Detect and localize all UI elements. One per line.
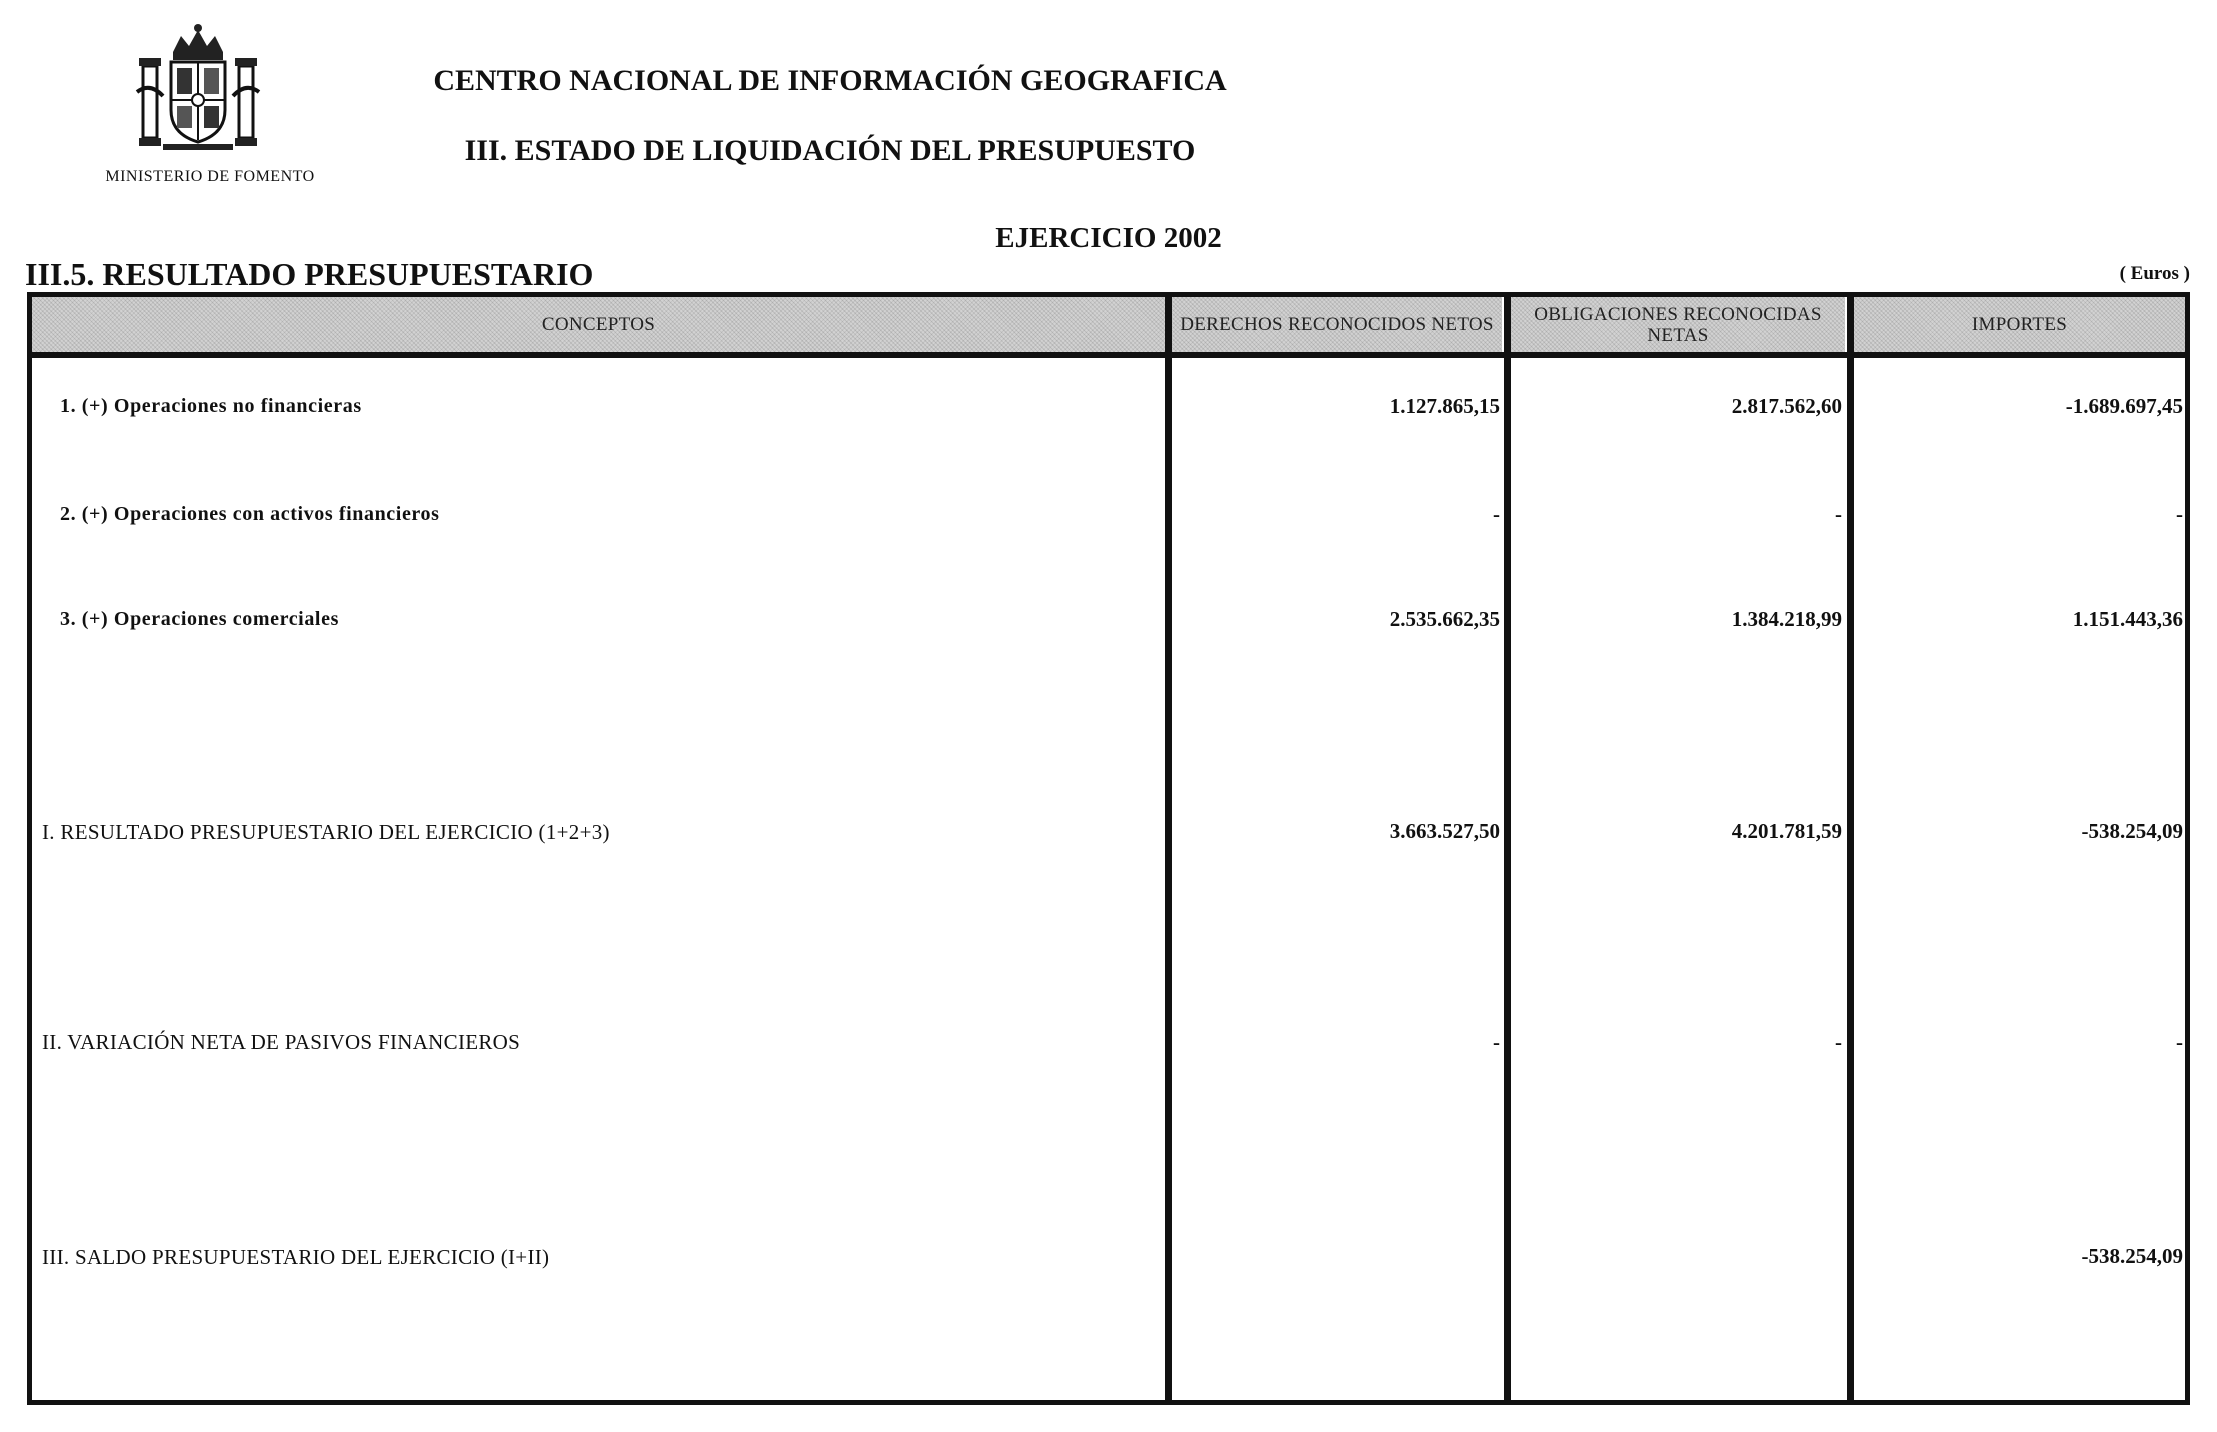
table-cell-obligaciones: 4.201.781,59 bbox=[1731, 819, 1842, 843]
table-cell-derechos: 1.127.865,15 bbox=[1389, 394, 1500, 418]
column-divider bbox=[1504, 292, 1511, 1405]
table-cell-derechos: - bbox=[1493, 1030, 1500, 1054]
column-header-obligaciones: OBLIGACIONES RECONOCIDAS NETAS bbox=[1511, 297, 1845, 352]
table-row-concept: 2. (+) Operaciones con activos financieros bbox=[60, 503, 440, 525]
table-cell-importes: 1.151.443,36 bbox=[2072, 607, 2183, 631]
table-row-concept: III. SALDO PRESUPUESTARIO DEL EJERCICIO (I+II) bbox=[42, 1245, 550, 1269]
institution-title: CENTRO NACIONAL DE INFORMACIÓN GEOGRAFICA bbox=[433, 64, 1227, 97]
table-cell-obligaciones: - bbox=[1835, 502, 1842, 526]
table-cell-importes: -538.254,09 bbox=[2081, 1244, 2183, 1268]
column-header-conceptos: CONCEPTOS bbox=[32, 297, 1165, 352]
currency-label: ( Euros ) bbox=[2119, 263, 2190, 284]
table-row-concept: 3. (+) Operaciones comerciales bbox=[60, 608, 339, 630]
table-cell-importes: -1.689.697,45 bbox=[2065, 394, 2183, 418]
exercise-year: EJERCICIO 2002 bbox=[995, 222, 1222, 254]
budget-table bbox=[27, 292, 2190, 1405]
report-subtitle: III. ESTADO DE LIQUIDACIÓN DEL PRESUPUESTO bbox=[464, 134, 1196, 167]
table-cell-derechos: 3.663.527,50 bbox=[1389, 819, 1500, 843]
header-divider bbox=[27, 352, 2190, 358]
ministry-label: MINISTERIO DE FOMENTO bbox=[105, 168, 315, 185]
table-cell-importes: - bbox=[2176, 502, 2183, 526]
table-cell-obligaciones: 2.817.562,60 bbox=[1731, 394, 1842, 418]
table-cell-obligaciones: 1.384.218,99 bbox=[1731, 607, 1842, 631]
table-cell-obligaciones: - bbox=[1835, 1030, 1842, 1054]
column-divider bbox=[1847, 292, 1854, 1405]
column-divider bbox=[1165, 292, 1172, 1405]
table-cell-derechos: - bbox=[1493, 502, 1500, 526]
column-header-importes: IMPORTES bbox=[1854, 297, 2185, 352]
column-header-derechos: DERECHOS RECONOCIDOS NETOS bbox=[1172, 297, 1502, 352]
section-title: III.5. RESULTADO PRESUPUESTARIO bbox=[25, 256, 594, 292]
table-cell-derechos: 2.535.662,35 bbox=[1389, 607, 1500, 631]
table-row-concept: I. RESULTADO PRESUPUESTARIO DEL EJERCICIO (1+2+3) bbox=[42, 820, 610, 844]
table-row-concept: 1. (+) Operaciones no financieras bbox=[60, 395, 362, 417]
table-cell-importes: -538.254,09 bbox=[2081, 819, 2183, 843]
table-row-concept: II. VARIACIÓN NETA DE PASIVOS FINANCIEROS bbox=[42, 1030, 521, 1054]
table-cell-importes: - bbox=[2176, 1030, 2183, 1054]
